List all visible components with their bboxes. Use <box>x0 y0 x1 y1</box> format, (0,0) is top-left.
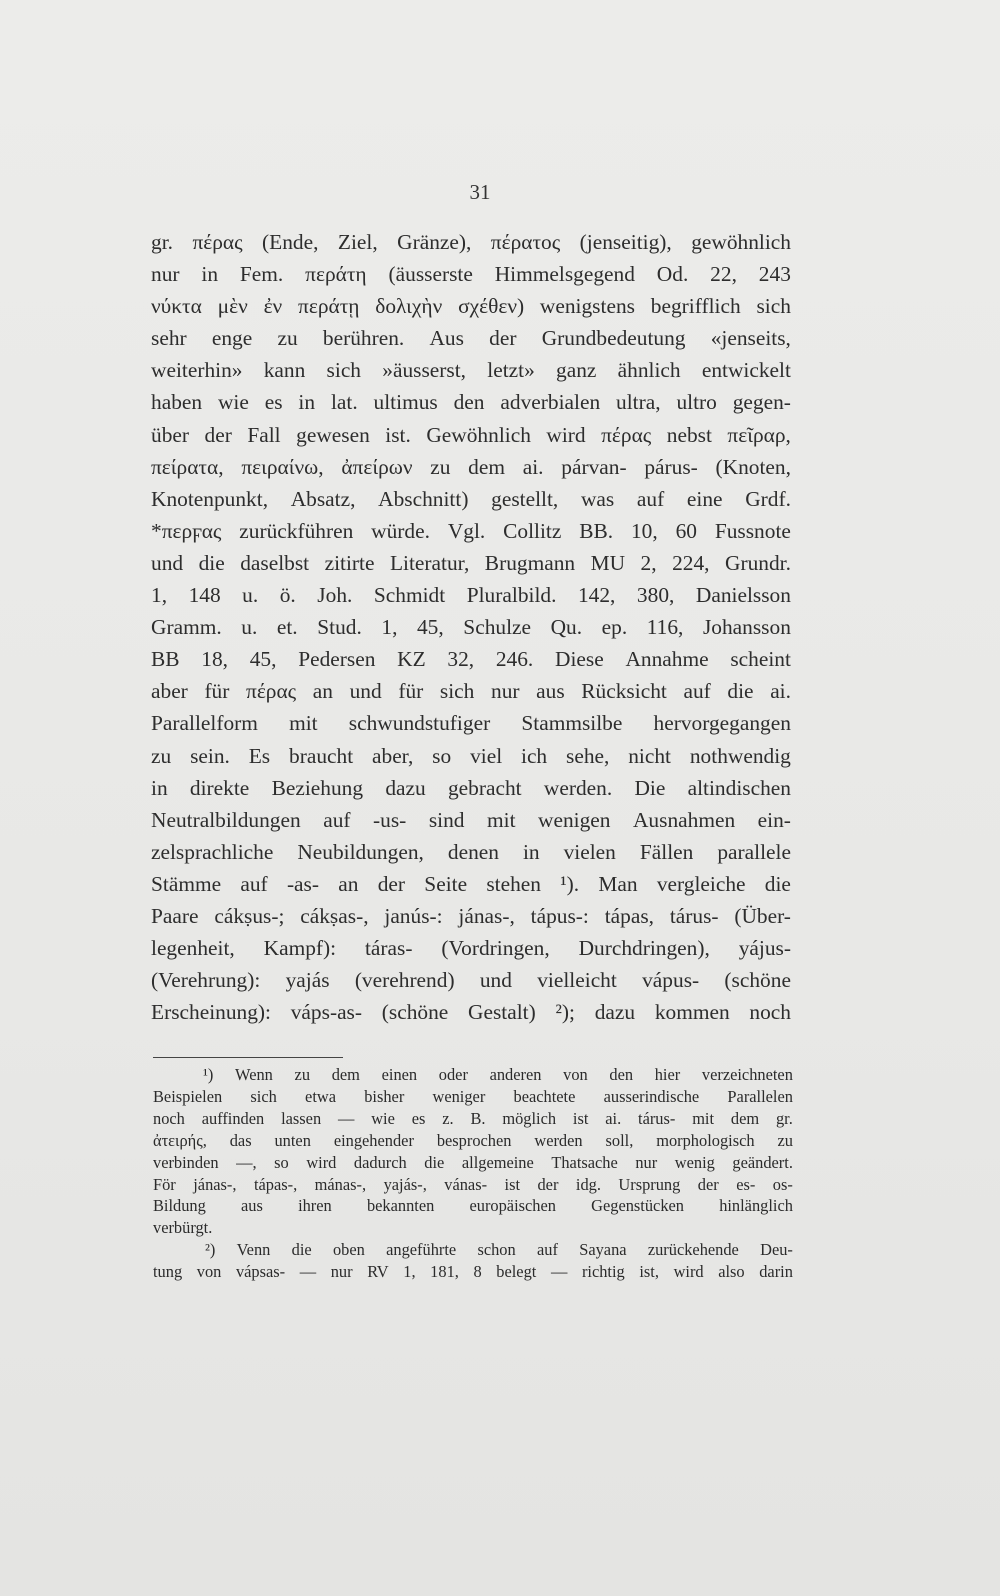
text-line: haben wie es in lat. ultimus den adverbialen ultra, ultro gegen- <box>151 390 791 415</box>
footnote-divider <box>153 1057 343 1058</box>
footnote-line: ἀτειρής, das unten eingehender besprochen werden soll, morphologisch zu <box>153 1130 793 1150</box>
text-line: legenheit, Kampf): táras- (Vordringen, Durchdringen), yájus- <box>151 936 791 961</box>
main-text <box>151 226 791 1028</box>
text-line: (Verehrung): yajás (verehrend) und vielleicht vápus- (schöne <box>151 968 791 993</box>
text-line: und die daselbst zitirte Literatur, Brugmann MU 2, 224, Grundr. <box>151 550 791 575</box>
text-line: aber für πέρας an und für sich nur aus Rücksicht auf die ai. <box>151 679 791 704</box>
text-line: zelsprachliche Neubildungen, denen in vielen Fällen parallele <box>151 839 791 864</box>
footnote-line: ¹) Wenn zu dem einen oder anderen von den hier verzeichneten <box>203 1065 793 1084</box>
text-line: Stämme auf -as- an der Seite stehen ¹). Man vergleiche die <box>151 871 791 896</box>
footnote-line: Beispielen sich etwa bisher weniger beachtete ausserindische Parallelen <box>153 1086 793 1106</box>
text-line: πείρατα, πειραίνω, ἀπείρων zu dem ai. párvan- párus- (Knoten, <box>151 454 791 479</box>
text-line: gr. πέρας (Ende, Ziel, Gränze), πέρατος (jenseitig), gewöhnlich <box>151 230 791 254</box>
text-line: weiterhin» kann sich »äusserst, letzt» ganz ähnlich entwickelt <box>151 358 791 383</box>
footnote-line: Bildung aus ihren bekannten europäischen Gegenstücken hinlänglich <box>153 1196 793 1216</box>
text-line: Erscheinung): váps-as- (schöne Gestalt) ²); dazu kommen noch <box>151 1000 791 1025</box>
footnote-line: För jánas-, tápas-, mánas-, yajás-, vánas- ist der idg. Ursprung der es- os- <box>153 1174 793 1194</box>
text-line: Paare cákṣus-; cákṣas-, janús-: jánas-, tápus-: tápas, tárus- (Über- <box>151 903 791 928</box>
text-line: 1, 148 u. ö. Joh. Schmidt Pluralbild. 142, 380, Danielsson <box>151 583 791 608</box>
text-line: νύκτα μὲν ἐν περάτῃ δολιχὴν σχέθεν) wenigstens begrifflich sich <box>151 294 791 319</box>
footnote-line: noch auffinden lassen — wie es z. B. möglich ist ai. tárus- mit dem gr. <box>153 1108 793 1128</box>
footnotes <box>153 1064 793 1283</box>
text-line: *περϝας zurückführen würde. Vgl. Collitz BB. 10, 60 Fussnote <box>151 518 791 543</box>
text-line: nur in Fem. περάτη (äusserste Himmelsgegend Od. 22, 243 <box>151 262 791 287</box>
text-line: BB 18, 45, Pedersen KZ 32, 246. Diese Annahme scheint <box>151 647 791 672</box>
text-line: in direkte Beziehung dazu gebracht werden. Die altindischen <box>151 775 791 800</box>
footnote-line: verbinden —, so wird dadurch die allgemeine Thatsache nur wenig geändert. <box>153 1152 793 1172</box>
footnote-line: verbürgt. <box>153 1218 213 1238</box>
text-line: Parallelform mit schwundstufiger Stammsilbe hervorgegangen <box>151 711 791 736</box>
text-line: Neutralbildungen auf -us- sind mit wenigen Ausnahmen ein- <box>151 807 791 832</box>
text-line: Gramm. u. et. Stud. 1, 45, Schulze Qu. ep. 116, Johansson <box>151 615 791 640</box>
text-line: Knotenpunkt, Absatz, Abschnitt) gestellt, was auf eine Grdf. <box>151 486 791 511</box>
text-line: sehr enge zu berühren. Aus der Grundbedeutung «jenseits, <box>151 326 791 351</box>
text-line: über der Fall gewesen ist. Gewöhnlich wird πέρας nebst πεῖραρ, <box>151 422 791 447</box>
text-line: zu sein. Es braucht aber, so viel ich sehe, nicht nothwendig <box>151 743 791 768</box>
footnote-line: tung von vápsas- — nur RV 1, 181, 8 belegt — richtig ist, wird also darin <box>153 1262 793 1282</box>
page-number: 31 <box>469 180 491 204</box>
footnote-line: ²) Venn die oben angeführte schon auf Sayana zurückehende Deu- <box>205 1240 793 1260</box>
